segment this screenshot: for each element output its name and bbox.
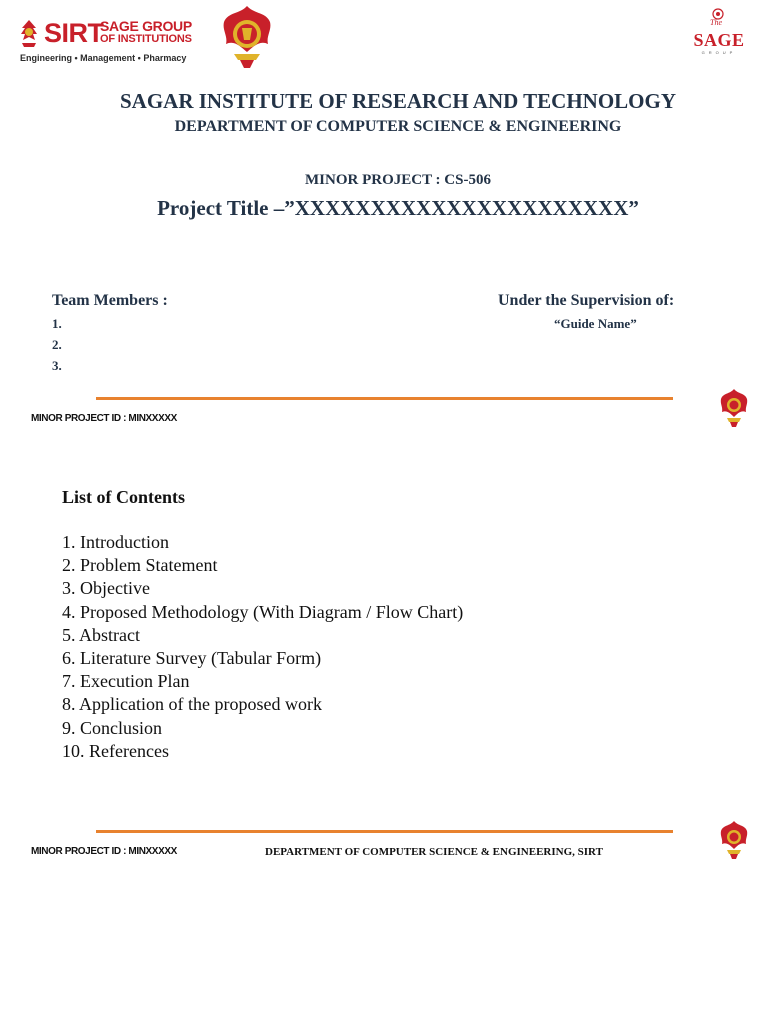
guide-name: “Guide Name” <box>554 316 637 331</box>
sage-logo-word: SAGE <box>693 30 745 50</box>
team-members-heading: Team Members : <box>52 292 168 309</box>
project-title: Project Title –”XXXXXXXXXXXXXXXXXXXXXX” <box>157 196 639 220</box>
team-member-item: 1. <box>52 316 62 331</box>
sage-group-logo-icon <box>688 8 748 58</box>
supervision-heading: Under the Supervision of: <box>498 292 675 309</box>
minor-project-code: MINOR PROJECT : CS-506 <box>305 172 491 188</box>
minor-project-id: MINOR PROJECT ID : MINXXXXX <box>31 413 177 424</box>
contents-heading: List of Contents <box>62 487 186 507</box>
institution-crest-icon <box>716 388 752 428</box>
contents-item: 4. Proposed Methodology (With Diagram / Flow Chart) <box>62 601 464 622</box>
sage-logo-the: The <box>710 18 722 27</box>
footer-divider <box>96 397 673 400</box>
sage-logo-group: GROUP <box>701 50 737 55</box>
team-member-item: 3. <box>52 358 62 373</box>
sirt-wordmark: SIRT <box>44 18 104 48</box>
contents-item: 8. Application of the proposed work <box>62 694 322 715</box>
minor-project-id: MINOR PROJECT ID : MINXXXXX <box>31 846 177 857</box>
footer-divider <box>96 830 673 833</box>
contents-item: 9. Conclusion <box>62 717 163 738</box>
sirt-tagline: Engineering • Management • Pharmacy <box>20 53 187 63</box>
team-members-list <box>52 316 62 379</box>
footer-department: DEPARTMENT OF COMPUTER SCIENCE & ENGINEERING, SIRT <box>265 846 603 858</box>
sage-group-line2: OF INSTITUTIONS <box>100 33 192 45</box>
contents-item: 3. Objective <box>62 578 150 599</box>
contents-item: 10. References <box>62 740 169 761</box>
sage-group-line1: SAGE GROUP <box>100 18 192 34</box>
contents-item: 6. Literature Survey (Tabular Form) <box>62 647 322 668</box>
sage-group-wordmark <box>100 18 192 46</box>
contents-item: 2. Problem Statement <box>62 555 218 576</box>
institution-title: SAGAR INSTITUTE OF RESEARCH AND TECHNOLOGY <box>119 89 677 113</box>
institution-crest-icon <box>214 4 280 70</box>
department-title: DEPARTMENT OF COMPUTER SCIENCE & ENGINEERING <box>174 118 622 135</box>
sirt-sage-group-logo <box>16 16 192 68</box>
sirt-emblem-icon <box>16 18 42 48</box>
institution-crest-icon <box>716 820 752 860</box>
contents-list <box>62 531 463 763</box>
contents-item: 7. Execution Plan <box>62 671 190 692</box>
contents-item: 1. Introduction <box>62 532 169 552</box>
contents-item: 5. Abstract <box>62 624 140 645</box>
team-member-item: 2. <box>52 337 62 352</box>
